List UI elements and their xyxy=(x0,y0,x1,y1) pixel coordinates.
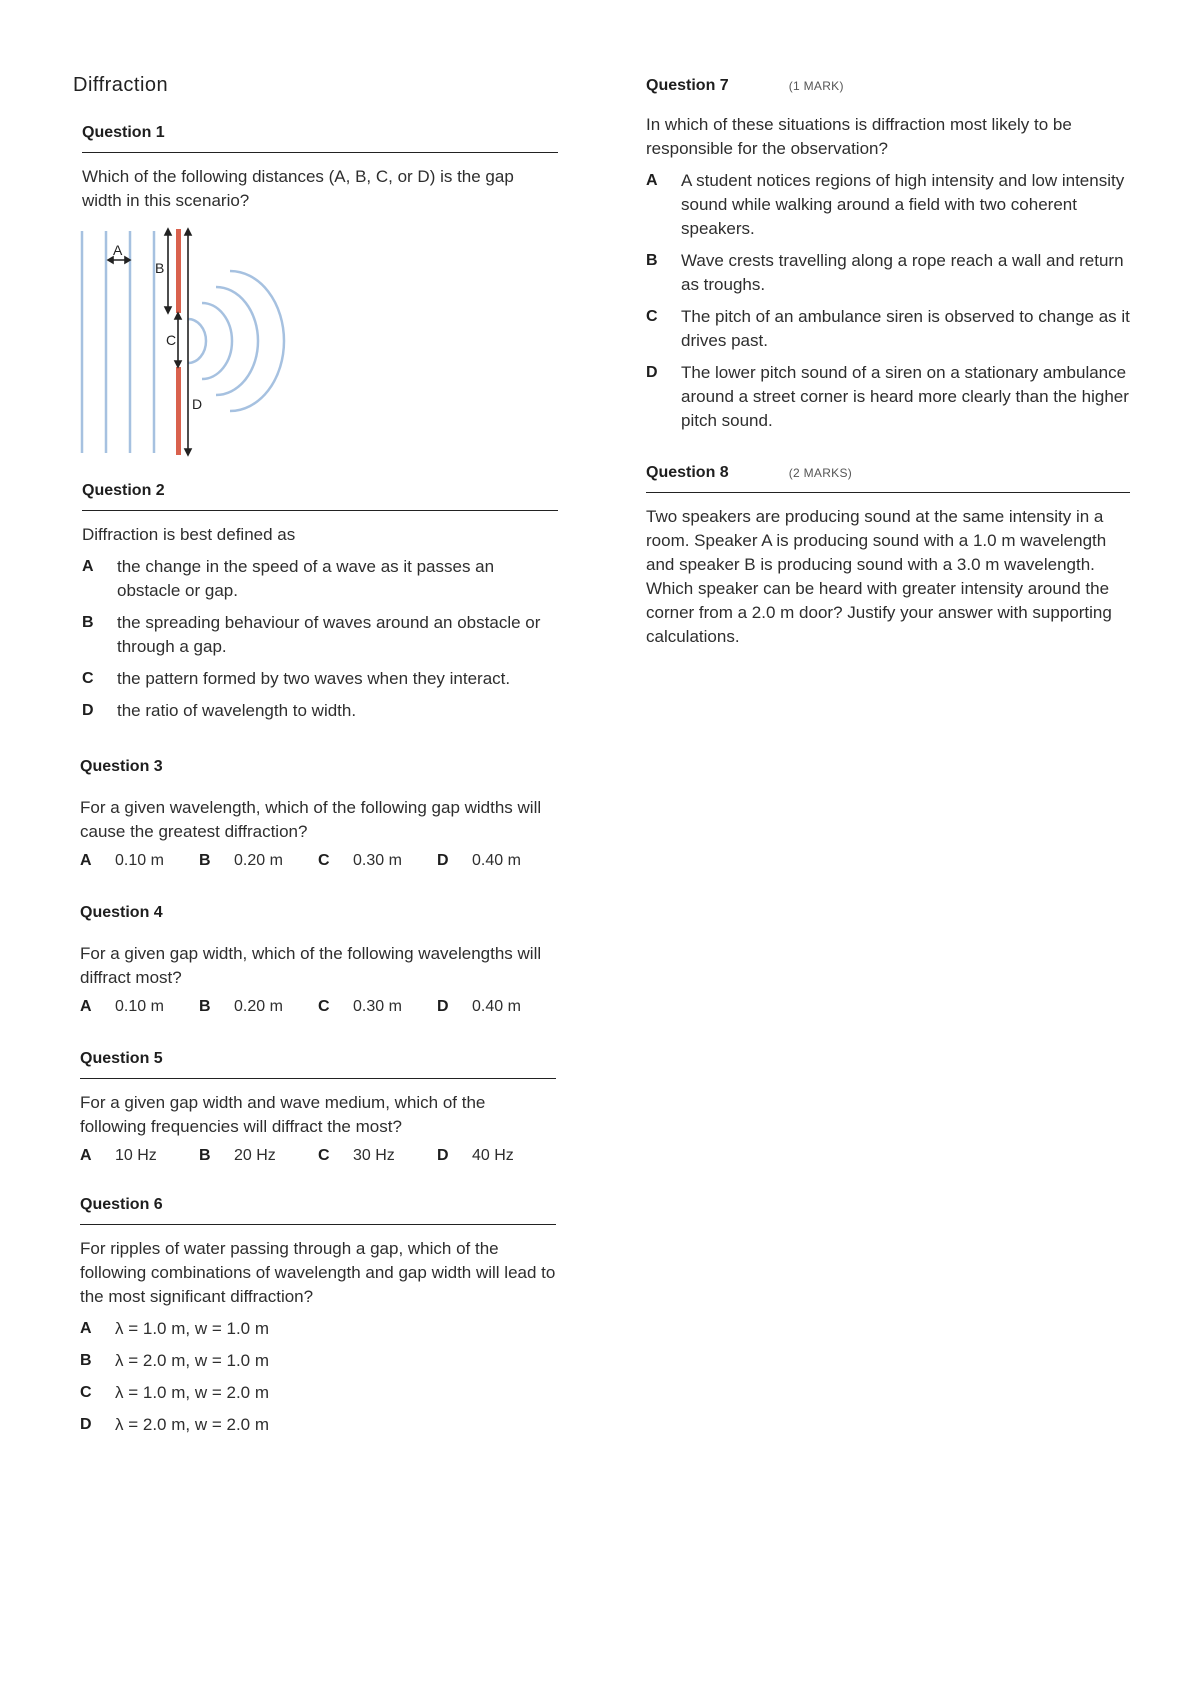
label-c: C xyxy=(166,332,177,348)
option-c[interactable]: C λ = 1.0 m, w = 2.0 m xyxy=(80,1383,270,1402)
option-d[interactable]: D 40 Hz xyxy=(437,1147,514,1164)
option-c[interactable]: C 0.30 m xyxy=(318,852,402,869)
question-7 xyxy=(646,77,1130,433)
question-text: For a given gap width and wave medium, which of the following frequencies will diffract the most? xyxy=(80,1093,486,1136)
page-title: Diffraction xyxy=(73,74,169,96)
marks-label: (2 MARKS) xyxy=(788,466,853,480)
question-heading: Question 2 xyxy=(82,482,165,499)
question-heading: Question 4 xyxy=(80,904,163,921)
arrowhead xyxy=(175,361,181,367)
option-b[interactable]: B 0.20 m xyxy=(199,998,283,1015)
option-b[interactable]: B 0.20 m xyxy=(199,852,283,869)
divider xyxy=(82,152,558,153)
question-text: For a given gap width, which of the following wavelengths will diffract most? xyxy=(80,944,542,987)
question-heading: Question 8 xyxy=(646,464,729,481)
arrowhead xyxy=(165,229,171,235)
question-text: For ripples of water passing through a gap, which of the following combinations of wavelength and gap width will lead to the most significant diffraction? xyxy=(80,1239,556,1306)
question-5 xyxy=(80,1050,556,1165)
question-heading: Question 7 xyxy=(646,77,729,94)
options-row xyxy=(80,1147,556,1165)
option-b[interactable]: B 20 Hz xyxy=(199,1147,276,1164)
option-d[interactable]: D λ = 2.0 m, w = 2.0 m xyxy=(80,1415,270,1434)
label-b: B xyxy=(155,260,165,276)
option-b[interactable]: B the spreading behaviour of waves around an obstacle or through a gap. xyxy=(82,613,541,656)
option-b[interactable]: B Wave crests travelling along a rope reach a wall and return as troughs. xyxy=(646,251,1124,294)
label-a: A xyxy=(113,242,123,258)
option-a[interactable]: A A student notices regions of high intensity and low intensity sound while walking around a field with two coherent speakers. xyxy=(646,171,1125,238)
option-c[interactable]: C 0.30 m xyxy=(318,998,402,1015)
option-a[interactable]: A λ = 1.0 m, w = 1.0 m xyxy=(80,1319,270,1338)
option-d[interactable]: D 0.40 m xyxy=(437,998,521,1015)
question-text: In which of these situations is diffraction most likely to be responsible for the observation? xyxy=(646,115,1072,158)
question-text: Diffraction is best defined as xyxy=(82,525,296,544)
question-3 xyxy=(80,758,556,870)
label-d: D xyxy=(192,396,203,412)
arrowhead xyxy=(165,307,171,313)
option-c[interactable]: C The pitch of an ambulance siren is observed to change as it drives past. xyxy=(646,307,1130,350)
wavefronts xyxy=(82,231,284,453)
arrowhead xyxy=(185,229,191,235)
question-heading: Question 6 xyxy=(80,1196,163,1213)
question-4 xyxy=(80,904,556,1016)
option-a[interactable]: A 0.10 m xyxy=(80,998,164,1015)
diffracted-arc xyxy=(188,319,206,363)
option-a[interactable]: A the change in the speed of a wave as it passes an obstacle or gap. xyxy=(82,557,495,600)
options-row xyxy=(80,998,556,1016)
question-heading: Question 3 xyxy=(80,758,163,775)
divider xyxy=(646,492,1130,493)
option-c[interactable]: C the pattern formed by two waves when they interact. xyxy=(82,669,511,688)
option-a[interactable]: A 10 Hz xyxy=(80,1147,157,1164)
option-c[interactable]: C 30 Hz xyxy=(318,1147,395,1164)
question-6 xyxy=(80,1196,556,1437)
option-d[interactable]: D 0.40 m xyxy=(437,852,521,869)
divider xyxy=(82,510,558,511)
diffraction-diagram xyxy=(80,227,300,457)
question-heading: Question 5 xyxy=(80,1050,163,1067)
question-text: Which of the following distances (A, B, C, or D) is the gap width in this scenario? xyxy=(82,167,514,210)
barrier-top xyxy=(176,229,181,313)
question-text: For a given wavelength, which of the following gap widths will cause the greatest diffraction? xyxy=(80,798,542,841)
question-heading: Question 1 xyxy=(82,124,165,141)
diffracted-arc xyxy=(216,287,258,395)
option-a[interactable]: A 0.10 m xyxy=(80,852,164,869)
barrier-bottom xyxy=(176,367,181,455)
arrowhead xyxy=(175,313,181,319)
question-2 xyxy=(82,482,558,723)
divider xyxy=(80,1078,556,1079)
question-8 xyxy=(646,464,1130,649)
marks-label: (1 MARK) xyxy=(788,79,844,93)
option-d[interactable]: D The lower pitch sound of a siren on a stationary ambulance around a street corner is heard more clearly than the higher pitch sound. xyxy=(646,363,1129,430)
option-b[interactable]: B λ = 2.0 m, w = 1.0 m xyxy=(80,1351,270,1370)
arrowhead xyxy=(185,449,191,455)
option-d[interactable]: D the ratio of wavelength to width. xyxy=(82,701,357,720)
question-1 xyxy=(82,124,558,462)
divider xyxy=(80,1224,556,1225)
question-text: Two speakers are producing sound at the same intensity in a room. Speaker A is producing sound with a 1.0 m wavelength and speaker B is producing sound with a 3.0 m wavelength. Which speaker can be heard with greater intensity around the corner from a 2.0 m door? Justify your answer with supporting calculations. xyxy=(646,507,1112,646)
options-row xyxy=(80,852,556,870)
